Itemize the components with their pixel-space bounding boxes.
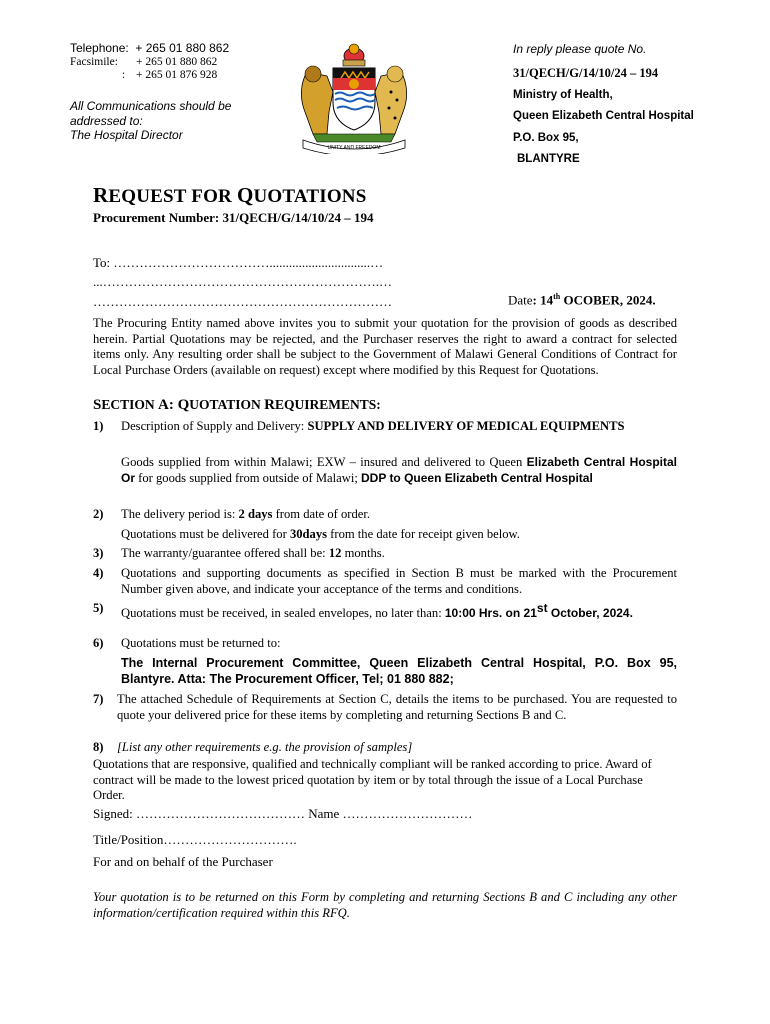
requirement-item-5: 5) Quotations must be received, in sealed envelopes, no later than: 10:00 Hrs. on 21st October, 2024.: [93, 601, 633, 621]
po-box: P.O. Box 95,: [513, 132, 579, 144]
award-paragraph: Quotations that are responsive, qualified and technically compliant will be ranked according to price. Award of contract will be made to the lowest priced quotation by item or by total through the issue of a Local Purchase Order.: [93, 757, 652, 802]
telephone-label: Telephone:: [70, 41, 129, 55]
city-name: BLANTYRE: [517, 153, 580, 165]
facsimile-label: Facsimile:: [70, 55, 118, 68]
signed-line: Signed: ………………………………… Name …………………………: [93, 806, 473, 821]
date-line: Date: 14th OCOBER, 2024.: [508, 292, 656, 308]
page-title: REQUEST FOR QUOTATIONS: [93, 183, 367, 207]
requirement-item-3: 3) The warranty/guarantee offered shall be: 12 months.: [93, 546, 385, 560]
requirement-item-1: 1) Description of Supply and Delivery: SUPPLY AND DELIVERY OF MEDICAL EQUIPMENTS: [93, 419, 625, 433]
intro-paragraph: The Procuring Entity named above invites you to submit your quotation for the provision of goods as described herein. Partial Quotations may be rejected, and the Purchaser reserves the right to award a contract for selected items only. Any resulting order shall be subject to the Government of Malawi General Conditions of Contract for Local Purchase Orders (available on request) except where modified by this Request for Quotations.: [93, 316, 677, 377]
comm-line-3: The Hospital Director: [70, 128, 183, 142]
hospital-name: Queen Elizabeth Central Hospital: [513, 110, 694, 122]
facsimile-line-2: : + 265 01 876 928: [122, 69, 218, 81]
requirement-item-1-detail: Goods supplied from within Malawi; EXW – insured and delivered to Queen Elizabeth Central Hospital Or for goods supplied from outside of Malawi; DDP to Queen Elizabeth Central Hospital: [121, 455, 678, 485]
coat-of-arms-emblem: [293, 42, 415, 154]
requirement-item-6: 6) Quotations must be returned to:: [93, 636, 281, 650]
requirement-item-8: 8) [List any other requirements e.g. the provision of samples]: [93, 740, 413, 754]
to-line-3: ……………………………………………………………: [93, 294, 392, 309]
telephone-line: [70, 42, 229, 56]
facsimile-line: [70, 56, 229, 70]
to-line-1: To: ………………………………...............................…: [93, 255, 384, 270]
title-position-line: Title/Position………………………….: [93, 832, 297, 847]
on-behalf-line: For and on behalf of the Purchaser: [93, 854, 273, 869]
facsimile-number-1: + 265 01 880 862: [136, 55, 218, 68]
quote-note: In reply please quote No.: [513, 42, 647, 56]
requirement-item-2-detail: Quotations must be delivered for 30days from the date for receipt given below.: [121, 527, 520, 541]
to-line-2: ...……………………………………………………….…: [93, 274, 392, 289]
section-a-heading: SECTION A: QUOTATION REQUIREMENTS:: [93, 397, 381, 413]
svg-text:UNITY AND FREEDOM: UNITY AND FREEDOM: [327, 145, 381, 151]
telephone-number: + 265 01 880 862: [135, 41, 230, 55]
comm-line-1: All Communications should be: [70, 99, 232, 113]
facsimile-number-2: + 265 01 876 928: [136, 69, 218, 81]
reference-number: 31/QECH/G/14/10/24 – 194: [513, 66, 659, 80]
procurement-number: Procurement Number: 31/QECH/G/14/10/24 – 194: [93, 210, 374, 225]
comm-line-2: addressed to:: [70, 113, 143, 128]
ministry-name: Ministry of Health,: [513, 89, 613, 101]
requirement-item-7: 7) The attached Schedule of Requirements at Section C, details the items to be purchased. You are requested to quote your delivered price for these items by completing and returning Sections B and C.: [93, 692, 677, 722]
requirement-item-2: 2) The delivery period is: 2 days from date of order.: [93, 507, 371, 521]
requirement-item-4: 4) Quotations and supporting documents as specified in Section B must be marked with the Procurement Number given above, and indicate your acceptance of the terms and conditions.: [93, 566, 677, 596]
footer-note: Your quotation is to be returned on this Form by completing and returning Sections B and C including any other information/certification required within this RFQ.: [93, 890, 677, 920]
communications-note: [70, 99, 270, 143]
return-address: The Internal Procurement Committee, Queen Elizabeth Central Hospital, P.O. Box 95, Blantyre. Atta: The Procurement Officer, Tel; 01 880 882;: [121, 656, 677, 686]
contact-block: [70, 42, 229, 83]
